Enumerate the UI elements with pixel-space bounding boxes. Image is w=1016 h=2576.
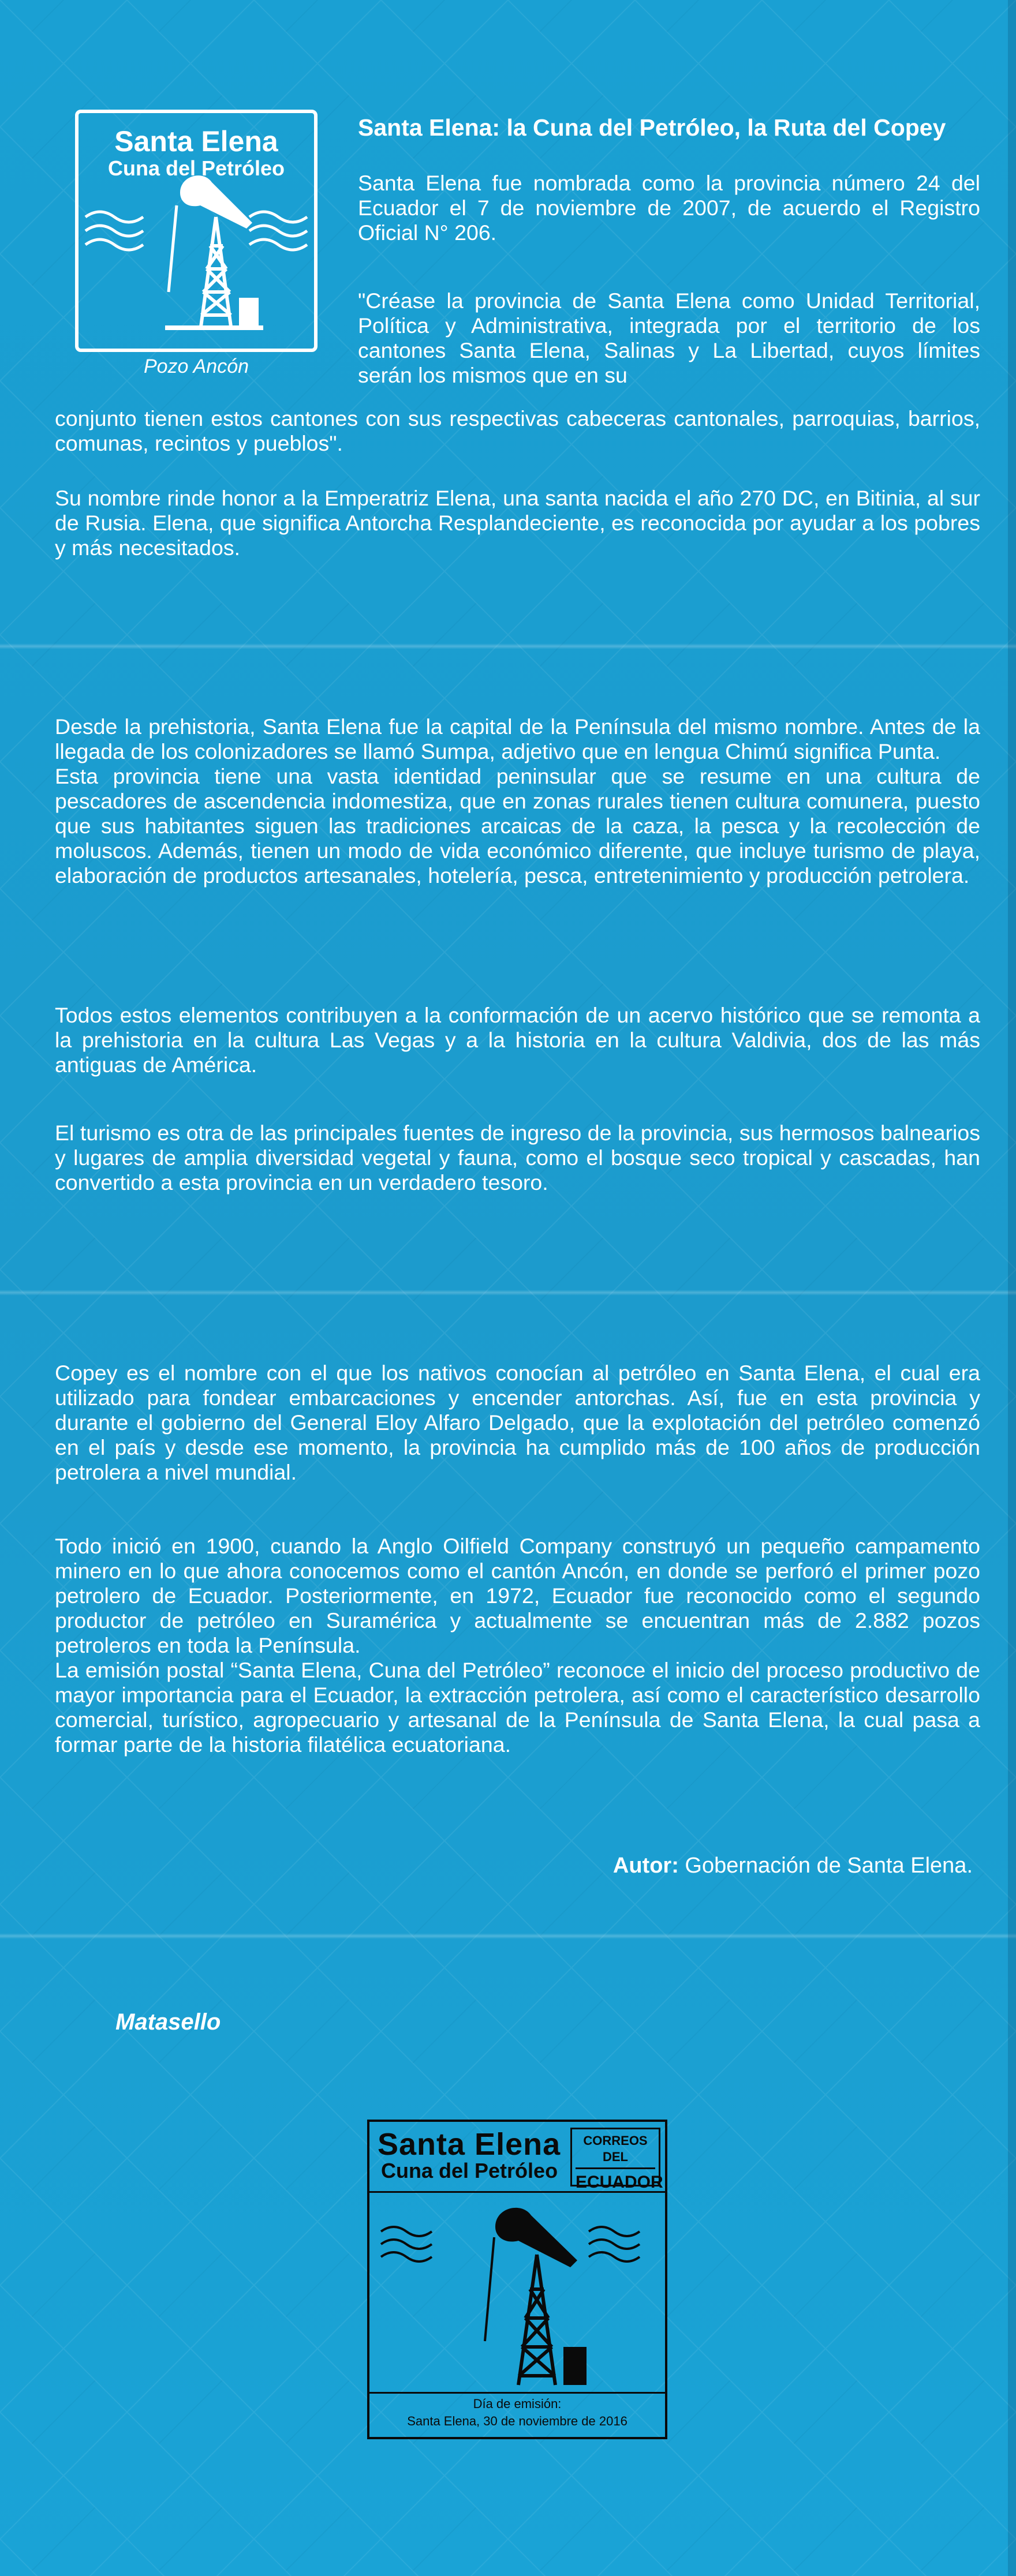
logo-caption: Pozo Ancón	[143, 355, 249, 377]
paragraph: "Créase la provincia de Santa Elena como Unidad Territorial, Política y Administrativa, integrada por el territorio de los cantones Santa Elena, Salinas y La Libertad, cuyos límites serán los mismos que en su	[358, 289, 980, 387]
author-label: Autor:	[612, 1854, 679, 1878]
oil-pumpjack-icon	[79, 113, 314, 349]
postmark-title: Santa Elena	[378, 2127, 561, 2162]
paragraph: El turismo es otra de las principales fuentes de ingreso de la provincia, sus hermosos balnearios y lugares de amplia diversidad vegetal y fauna, como el bosque seco tropical y cascadas, han convertido a esta provincia en un verdadero tesoro.	[55, 1121, 980, 1195]
author-name: Gobernación de Santa Elena.	[678, 1854, 973, 1878]
paragraph: conjunto tienen estos cantones con sus respectivas cabeceras cantonales, parroquias, barrios, comunas, recintos y pueblos".	[55, 406, 980, 455]
postmark-subtitle: Cuna del Petróleo	[381, 2159, 558, 2182]
divider	[369, 2392, 665, 2394]
fold-line	[0, 643, 1016, 649]
page-edge	[1008, 0, 1016, 2576]
logo-subtitle: Cuna del Petróleo	[107, 156, 285, 180]
paragraph: Su nombre rinde honor a la Emperatriz Elena, una santa nacida el año 270 DC, en Bitinia, al sur de Rusia. Elena, que significa Antorcha Resplandeciente, es reconocida por ayudar a los pobres y más necesitados.	[55, 486, 980, 560]
fold-line	[0, 1290, 1016, 1296]
oil-pumpjack-icon	[369, 2191, 665, 2392]
logo-title: Santa Elena	[114, 125, 278, 158]
santa-elena-logo	[75, 110, 318, 352]
correos-label: CORREOS DEL	[583, 2133, 648, 2164]
ecuador-label: ECUADOR	[576, 2167, 655, 2192]
correos-box	[570, 2128, 663, 2192]
paragraph: Copey es el nombre con el que los nativos conocían al petróleo en Santa Elena, el cual era utilizado para fondear embarcaciones y encender antorchas. Así, fue en esta provincia y durante el gobierno del General Eloy Alfaro Delgado, que la explotación del petróleo comenzó en el país y desde ese momento, la provincia ha cumplido más de 100 años de producción petrolera a nivel mundial.	[55, 1361, 980, 1484]
fold-line	[0, 1933, 1016, 1939]
paragraph: Todo inició en 1900, cuando la Anglo Oilfield Company construyó un pequeño campamento minero en lo que ahora conocemos como el cantón Ancón, en donde se perforó el primer pozo petrolero de Ecuador. Posteriormente, en 1972, Ecuador fue reconocido como el segundo productor de petróleo en Suramérica y actualmente se encuentran más de 2.882 pozos petroleros en toda la Península. La emisión postal “Santa Elena, Cuna del Petróleo” reconoce el inicio del proceso productivo de mayor importancia para el Ecuador, la extracción petrolera, así como el característico desarrollo comercial, turístico, agropecuario y artesanal de la Península de Santa Elena, la cual pasa a formar parte de la historia filatélica ecuatoriana.	[55, 1534, 980, 1757]
paragraph: Desde la prehistoria, Santa Elena fue la capital de la Península del mismo nombre. Antes de la llegada de los colonizadores se llamó Sumpa, adjetivo que en lengua Chimú significa Punta. Esta provincia tiene una vasta identidad peninsular que se resume en una cultura de pescadores de ascendencia indomestiza, que en zonas rurales tienen cultura comunera, puesto que sus habitantes siguen las tradiciones arcaicas de la caza, la pesca y la recolección de moluscos. Además, tienen un modo de vida económico diferente, que incluye turismo de playa, elaboración de productos artesanales, hotelería, pesca, entretenimiento y producción petrolera.	[55, 714, 980, 888]
paragraph: Todos estos elementos contribuyen a la conformación de un acervo histórico que se remonta a la prehistoria en la cultura Las Vegas y a la historia en la cultura Valdivia, dos de las más antiguas de América.	[55, 1003, 980, 1077]
author-credit	[613, 1854, 973, 1878]
postmark	[367, 2120, 667, 2439]
paragraph: Santa Elena fue nombrada como la provincia número 24 del Ecuador el 7 de noviembre de 2007, de acuerdo el Registro Oficial N° 206.	[358, 171, 980, 245]
matasello-label: Matasello	[115, 2009, 221, 2035]
issue-date-label: Día de emisión:	[473, 2397, 562, 2411]
issue-date-value: Santa Elena, 30 de noviembre de 2016	[407, 2414, 627, 2428]
page-title: Santa Elena: la Cuna del Petróleo, la Ruta del Copey	[358, 114, 946, 141]
